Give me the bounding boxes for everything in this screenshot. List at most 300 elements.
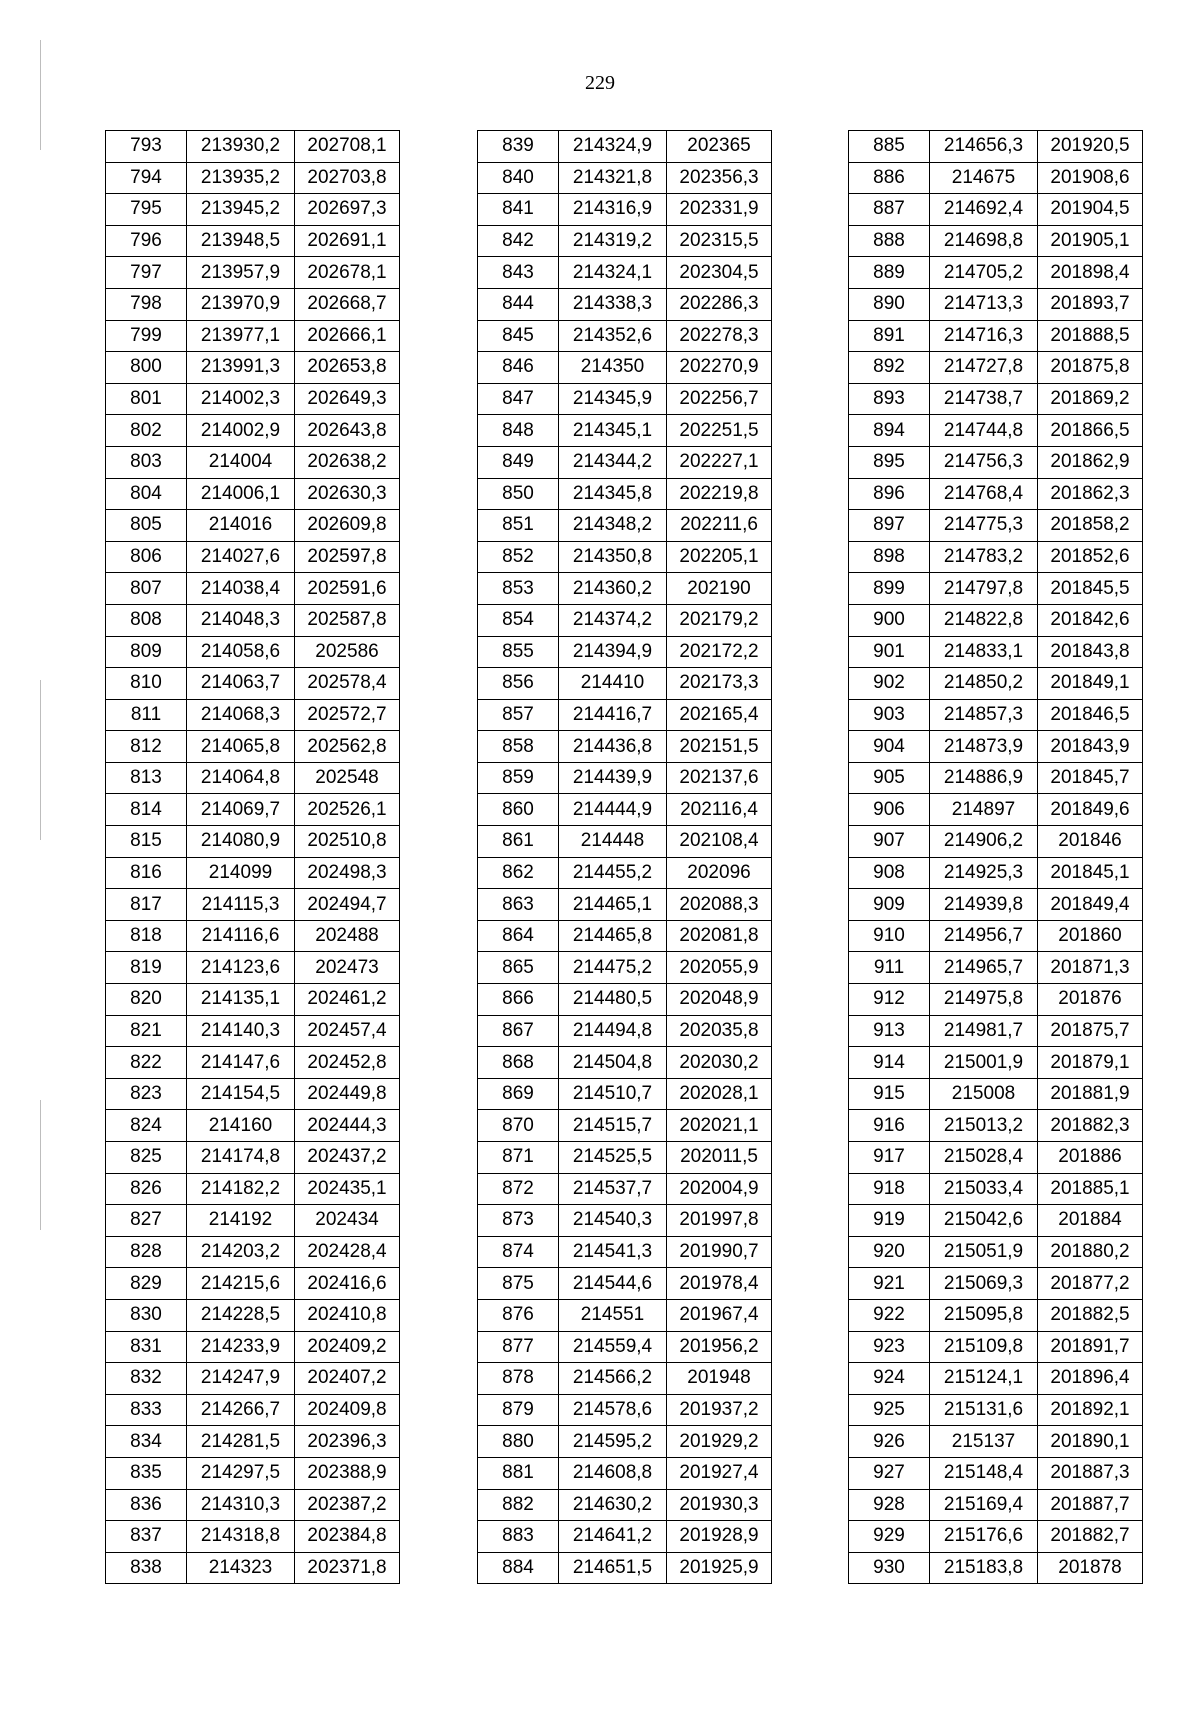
x-coordinate-cell: 214345,1 <box>559 415 667 447</box>
table-row <box>106 1205 400 1237</box>
x-coordinate-cell: 214027,6 <box>187 541 295 573</box>
x-coordinate-cell: 214455,2 <box>559 857 667 889</box>
point-number-cell: 843 <box>478 257 559 289</box>
y-coordinate-cell: 202030,2 <box>667 1047 772 1079</box>
x-coordinate-cell: 214154,5 <box>187 1078 295 1110</box>
y-coordinate-cell: 201928,9 <box>667 1521 772 1553</box>
y-coordinate-cell: 201852,6 <box>1038 541 1143 573</box>
y-coordinate-cell: 201888,5 <box>1038 320 1143 352</box>
x-coordinate-cell: 214069,7 <box>187 794 295 826</box>
y-coordinate-cell: 202630,3 <box>295 478 400 510</box>
y-coordinate-cell: 202435,1 <box>295 1173 400 1205</box>
point-number-cell: 899 <box>849 573 930 605</box>
table-row <box>478 857 772 889</box>
table-row <box>849 1426 1143 1458</box>
point-number-cell: 848 <box>478 415 559 447</box>
x-coordinate-cell: 214448 <box>559 826 667 858</box>
table-row <box>106 1142 400 1174</box>
table-row <box>849 762 1143 794</box>
y-coordinate-cell: 201887,3 <box>1038 1457 1143 1489</box>
x-coordinate-cell: 214566,2 <box>559 1363 667 1395</box>
point-number-cell: 877 <box>478 1331 559 1363</box>
table-row <box>849 1047 1143 1079</box>
x-coordinate-cell: 215169,4 <box>930 1489 1038 1521</box>
x-coordinate-cell: 214338,3 <box>559 288 667 320</box>
x-coordinate-cell: 214203,2 <box>187 1236 295 1268</box>
x-coordinate-cell: 213991,3 <box>187 352 295 384</box>
point-number-cell: 867 <box>478 1015 559 1047</box>
y-coordinate-cell: 201875,7 <box>1038 1015 1143 1047</box>
table-row <box>849 1110 1143 1142</box>
point-number-cell: 902 <box>849 668 930 700</box>
coordinates-table-left <box>105 130 400 1584</box>
table-row <box>106 794 400 826</box>
x-coordinate-cell: 215109,8 <box>930 1331 1038 1363</box>
table-row <box>849 257 1143 289</box>
y-coordinate-cell: 201997,8 <box>667 1205 772 1237</box>
y-coordinate-cell: 201904,5 <box>1038 194 1143 226</box>
x-coordinate-cell: 214016 <box>187 510 295 542</box>
point-number-cell: 834 <box>106 1426 187 1458</box>
x-coordinate-cell: 214115,3 <box>187 889 295 921</box>
x-coordinate-cell: 213945,2 <box>187 194 295 226</box>
table-row <box>849 225 1143 257</box>
point-number-cell: 858 <box>478 731 559 763</box>
y-coordinate-cell: 202510,8 <box>295 826 400 858</box>
x-coordinate-cell: 214738,7 <box>930 383 1038 415</box>
x-coordinate-cell: 214192 <box>187 1205 295 1237</box>
point-number-cell: 808 <box>106 604 187 636</box>
table-row <box>849 352 1143 384</box>
x-coordinate-cell: 214416,7 <box>559 699 667 731</box>
point-number-cell: 854 <box>478 604 559 636</box>
point-number-cell: 912 <box>849 984 930 1016</box>
table-row <box>849 1394 1143 1426</box>
table-row <box>849 604 1143 636</box>
y-coordinate-cell: 201898,4 <box>1038 257 1143 289</box>
x-coordinate-cell: 214465,8 <box>559 920 667 952</box>
point-number-cell: 796 <box>106 225 187 257</box>
table-row <box>106 1047 400 1079</box>
point-number-cell: 860 <box>478 794 559 826</box>
y-coordinate-cell: 201880,2 <box>1038 1236 1143 1268</box>
table-row <box>849 731 1143 763</box>
point-number-cell: 825 <box>106 1142 187 1174</box>
y-coordinate-cell: 202011,5 <box>667 1142 772 1174</box>
x-coordinate-cell: 214080,9 <box>187 826 295 858</box>
table-row <box>849 415 1143 447</box>
y-coordinate-cell: 202172,2 <box>667 636 772 668</box>
y-coordinate-cell: 202088,3 <box>667 889 772 921</box>
y-coordinate-cell: 201881,9 <box>1038 1078 1143 1110</box>
scan-margin-mark <box>40 40 41 150</box>
point-number-cell: 862 <box>478 857 559 889</box>
point-number-cell: 830 <box>106 1299 187 1331</box>
table-row <box>478 920 772 952</box>
table-row <box>478 1015 772 1047</box>
table-row <box>478 984 772 1016</box>
point-number-cell: 836 <box>106 1489 187 1521</box>
y-coordinate-cell: 201849,4 <box>1038 889 1143 921</box>
table-body <box>106 131 400 1584</box>
point-number-cell: 844 <box>478 288 559 320</box>
y-coordinate-cell: 201878 <box>1038 1552 1143 1584</box>
table-row <box>478 510 772 542</box>
table-row <box>478 1394 772 1426</box>
table-row <box>106 510 400 542</box>
x-coordinate-cell: 214006,1 <box>187 478 295 510</box>
y-coordinate-cell: 202572,7 <box>295 699 400 731</box>
x-coordinate-cell: 214324,9 <box>559 131 667 163</box>
y-coordinate-cell: 202108,4 <box>667 826 772 858</box>
table-row <box>478 826 772 858</box>
point-number-cell: 827 <box>106 1205 187 1237</box>
y-coordinate-cell: 201956,2 <box>667 1331 772 1363</box>
table-row <box>106 257 400 289</box>
x-coordinate-cell: 215051,9 <box>930 1236 1038 1268</box>
x-coordinate-cell: 214925,3 <box>930 857 1038 889</box>
y-coordinate-cell: 202137,6 <box>667 762 772 794</box>
point-number-cell: 925 <box>849 1394 930 1426</box>
y-coordinate-cell: 202173,3 <box>667 668 772 700</box>
point-number-cell: 917 <box>849 1142 930 1174</box>
y-coordinate-cell: 202444,3 <box>295 1110 400 1142</box>
x-coordinate-cell: 213930,2 <box>187 131 295 163</box>
point-number-cell: 794 <box>106 162 187 194</box>
x-coordinate-cell: 214182,2 <box>187 1173 295 1205</box>
table-row <box>106 225 400 257</box>
point-number-cell: 919 <box>849 1205 930 1237</box>
point-number-cell: 816 <box>106 857 187 889</box>
point-number-cell: 815 <box>106 826 187 858</box>
point-number-cell: 805 <box>106 510 187 542</box>
point-number-cell: 807 <box>106 573 187 605</box>
y-coordinate-cell: 202315,5 <box>667 225 772 257</box>
x-coordinate-cell: 214123,6 <box>187 952 295 984</box>
point-number-cell: 835 <box>106 1457 187 1489</box>
y-coordinate-cell: 201879,1 <box>1038 1047 1143 1079</box>
y-coordinate-cell: 202227,1 <box>667 446 772 478</box>
point-number-cell: 923 <box>849 1331 930 1363</box>
table-row <box>478 1110 772 1142</box>
y-coordinate-cell: 202643,8 <box>295 415 400 447</box>
x-coordinate-cell: 214475,2 <box>559 952 667 984</box>
table-row <box>478 257 772 289</box>
table-row <box>478 194 772 226</box>
point-number-cell: 866 <box>478 984 559 1016</box>
table-row <box>849 1331 1143 1363</box>
x-coordinate-cell: 214063,7 <box>187 668 295 700</box>
table-row <box>849 920 1143 952</box>
y-coordinate-cell: 202251,5 <box>667 415 772 447</box>
y-coordinate-cell: 202587,8 <box>295 604 400 636</box>
x-coordinate-cell: 214345,8 <box>559 478 667 510</box>
point-number-cell: 846 <box>478 352 559 384</box>
y-coordinate-cell: 202004,9 <box>667 1173 772 1205</box>
table-row <box>478 131 772 163</box>
scan-margin-mark <box>40 680 41 840</box>
y-coordinate-cell: 201866,5 <box>1038 415 1143 447</box>
table-row <box>106 1173 400 1205</box>
table-row <box>478 1363 772 1395</box>
point-number-cell: 915 <box>849 1078 930 1110</box>
y-coordinate-cell: 201920,5 <box>1038 131 1143 163</box>
y-coordinate-cell: 202165,4 <box>667 699 772 731</box>
table-row <box>106 383 400 415</box>
y-coordinate-cell: 202452,8 <box>295 1047 400 1079</box>
table-row <box>849 952 1143 984</box>
x-coordinate-cell: 214656,3 <box>930 131 1038 163</box>
x-coordinate-cell: 214099 <box>187 857 295 889</box>
point-number-cell: 817 <box>106 889 187 921</box>
point-number-cell: 840 <box>478 162 559 194</box>
x-coordinate-cell: 214494,8 <box>559 1015 667 1047</box>
table-row <box>849 794 1143 826</box>
table-row <box>478 320 772 352</box>
x-coordinate-cell: 214065,8 <box>187 731 295 763</box>
x-coordinate-cell: 214002,3 <box>187 383 295 415</box>
table-row <box>849 1268 1143 1300</box>
x-coordinate-cell: 214544,6 <box>559 1268 667 1300</box>
table-row <box>106 1299 400 1331</box>
x-coordinate-cell: 214965,7 <box>930 952 1038 984</box>
x-coordinate-cell: 215095,8 <box>930 1299 1038 1331</box>
point-number-cell: 928 <box>849 1489 930 1521</box>
point-number-cell: 801 <box>106 383 187 415</box>
point-number-cell: 821 <box>106 1015 187 1047</box>
point-number-cell: 884 <box>478 1552 559 1584</box>
table-row <box>478 731 772 763</box>
table-row <box>478 288 772 320</box>
x-coordinate-cell: 215008 <box>930 1078 1038 1110</box>
y-coordinate-cell: 201891,7 <box>1038 1331 1143 1363</box>
point-number-cell: 897 <box>849 510 930 542</box>
x-coordinate-cell: 215131,6 <box>930 1394 1038 1426</box>
y-coordinate-cell: 201929,2 <box>667 1426 772 1458</box>
table-row <box>478 1047 772 1079</box>
y-coordinate-cell: 202205,1 <box>667 541 772 573</box>
y-coordinate-cell: 202473 <box>295 952 400 984</box>
point-number-cell: 918 <box>849 1173 930 1205</box>
point-number-cell: 894 <box>849 415 930 447</box>
point-number-cell: 885 <box>849 131 930 163</box>
y-coordinate-cell: 202048,9 <box>667 984 772 1016</box>
y-coordinate-cell: 202356,3 <box>667 162 772 194</box>
x-coordinate-cell: 214705,2 <box>930 257 1038 289</box>
x-coordinate-cell: 215183,8 <box>930 1552 1038 1584</box>
x-coordinate-cell: 214374,2 <box>559 604 667 636</box>
y-coordinate-cell: 202388,9 <box>295 1457 400 1489</box>
x-coordinate-cell: 214135,1 <box>187 984 295 1016</box>
point-number-cell: 891 <box>849 320 930 352</box>
point-number-cell: 812 <box>106 731 187 763</box>
table-row <box>849 1078 1143 1110</box>
x-coordinate-cell: 214038,4 <box>187 573 295 605</box>
y-coordinate-cell: 201990,7 <box>667 1236 772 1268</box>
table-row <box>478 762 772 794</box>
point-number-cell: 904 <box>849 731 930 763</box>
point-number-cell: 869 <box>478 1078 559 1110</box>
table-row <box>106 1363 400 1395</box>
point-number-cell: 873 <box>478 1205 559 1237</box>
y-coordinate-cell: 202211,6 <box>667 510 772 542</box>
y-coordinate-cell: 202384,8 <box>295 1521 400 1553</box>
y-coordinate-cell: 201967,4 <box>667 1299 772 1331</box>
table-row <box>849 383 1143 415</box>
point-number-cell: 883 <box>478 1521 559 1553</box>
y-coordinate-cell: 202396,3 <box>295 1426 400 1458</box>
y-coordinate-cell: 202708,1 <box>295 131 400 163</box>
table-row <box>106 573 400 605</box>
table-row <box>849 1489 1143 1521</box>
y-coordinate-cell: 201978,4 <box>667 1268 772 1300</box>
y-coordinate-cell: 201849,1 <box>1038 668 1143 700</box>
x-coordinate-cell: 214360,2 <box>559 573 667 605</box>
table-row <box>849 1205 1143 1237</box>
x-coordinate-cell: 214768,4 <box>930 478 1038 510</box>
table-row <box>106 636 400 668</box>
x-coordinate-cell: 214004 <box>187 446 295 478</box>
y-coordinate-cell: 201896,4 <box>1038 1363 1143 1395</box>
table-row <box>106 1394 400 1426</box>
y-coordinate-cell: 202494,7 <box>295 889 400 921</box>
table-row <box>849 1457 1143 1489</box>
point-number-cell: 795 <box>106 194 187 226</box>
x-coordinate-cell: 214348,2 <box>559 510 667 542</box>
point-number-cell: 833 <box>106 1394 187 1426</box>
table-row <box>106 288 400 320</box>
x-coordinate-cell: 214897 <box>930 794 1038 826</box>
table-row <box>478 636 772 668</box>
point-number-cell: 879 <box>478 1394 559 1426</box>
x-coordinate-cell: 214321,8 <box>559 162 667 194</box>
x-coordinate-cell: 214906,2 <box>930 826 1038 858</box>
table-row <box>849 984 1143 1016</box>
point-number-cell: 929 <box>849 1521 930 1553</box>
table-row <box>106 668 400 700</box>
x-coordinate-cell: 214630,2 <box>559 1489 667 1521</box>
x-coordinate-cell: 213935,2 <box>187 162 295 194</box>
point-number-cell: 871 <box>478 1142 559 1174</box>
y-coordinate-cell: 202609,8 <box>295 510 400 542</box>
point-number-cell: 861 <box>478 826 559 858</box>
point-number-cell: 811 <box>106 699 187 731</box>
y-coordinate-cell: 202488 <box>295 920 400 952</box>
page-number: 229 <box>585 72 615 94</box>
table-row <box>106 762 400 794</box>
x-coordinate-cell: 215013,2 <box>930 1110 1038 1142</box>
table-row <box>478 1426 772 1458</box>
point-number-cell: 819 <box>106 952 187 984</box>
y-coordinate-cell: 201877,2 <box>1038 1268 1143 1300</box>
x-coordinate-cell: 214174,8 <box>187 1142 295 1174</box>
x-coordinate-cell: 214641,2 <box>559 1521 667 1553</box>
y-coordinate-cell: 202387,2 <box>295 1489 400 1521</box>
table-row <box>106 352 400 384</box>
x-coordinate-cell: 214233,9 <box>187 1331 295 1363</box>
point-number-cell: 829 <box>106 1268 187 1300</box>
x-coordinate-cell: 213957,9 <box>187 257 295 289</box>
point-number-cell: 832 <box>106 1363 187 1395</box>
y-coordinate-cell: 201890,1 <box>1038 1426 1143 1458</box>
y-coordinate-cell: 201862,3 <box>1038 478 1143 510</box>
x-coordinate-cell: 214147,6 <box>187 1047 295 1079</box>
x-coordinate-cell: 214975,8 <box>930 984 1038 1016</box>
point-number-cell: 824 <box>106 1110 187 1142</box>
table-row <box>478 162 772 194</box>
x-coordinate-cell: 214002,9 <box>187 415 295 447</box>
table-row <box>106 1236 400 1268</box>
x-coordinate-cell: 215137 <box>930 1426 1038 1458</box>
point-number-cell: 909 <box>849 889 930 921</box>
table-row <box>478 1078 772 1110</box>
table-row <box>849 636 1143 668</box>
x-coordinate-cell: 214510,7 <box>559 1078 667 1110</box>
point-number-cell: 856 <box>478 668 559 700</box>
y-coordinate-cell: 201882,7 <box>1038 1521 1143 1553</box>
y-coordinate-cell: 202638,2 <box>295 446 400 478</box>
y-coordinate-cell: 202021,1 <box>667 1110 772 1142</box>
x-coordinate-cell: 214316,9 <box>559 194 667 226</box>
point-number-cell: 847 <box>478 383 559 415</box>
y-coordinate-cell: 201908,6 <box>1038 162 1143 194</box>
table-row <box>849 1363 1143 1395</box>
x-coordinate-cell: 214436,8 <box>559 731 667 763</box>
x-coordinate-cell: 214048,3 <box>187 604 295 636</box>
x-coordinate-cell: 214559,4 <box>559 1331 667 1363</box>
point-number-cell: 853 <box>478 573 559 605</box>
point-number-cell: 898 <box>849 541 930 573</box>
y-coordinate-cell: 201887,7 <box>1038 1489 1143 1521</box>
point-number-cell: 887 <box>849 194 930 226</box>
table-row <box>106 920 400 952</box>
table-row <box>478 794 772 826</box>
table-row <box>849 320 1143 352</box>
table-row <box>478 415 772 447</box>
table-row <box>106 541 400 573</box>
y-coordinate-cell: 202410,8 <box>295 1299 400 1331</box>
point-number-cell: 806 <box>106 541 187 573</box>
table-row <box>849 857 1143 889</box>
point-number-cell: 857 <box>478 699 559 731</box>
point-number-cell: 793 <box>106 131 187 163</box>
table-row <box>849 478 1143 510</box>
point-number-cell: 890 <box>849 288 930 320</box>
x-coordinate-cell: 214716,3 <box>930 320 1038 352</box>
table-row <box>478 1489 772 1521</box>
y-coordinate-cell: 201843,9 <box>1038 731 1143 763</box>
x-coordinate-cell: 213970,9 <box>187 288 295 320</box>
point-number-cell: 800 <box>106 352 187 384</box>
y-coordinate-cell: 202526,1 <box>295 794 400 826</box>
scan-margin-mark <box>40 1100 41 1230</box>
point-number-cell: 914 <box>849 1047 930 1079</box>
point-number-cell: 922 <box>849 1299 930 1331</box>
point-number-cell: 851 <box>478 510 559 542</box>
y-coordinate-cell: 201884 <box>1038 1205 1143 1237</box>
x-coordinate-cell: 213948,5 <box>187 225 295 257</box>
y-coordinate-cell: 202190 <box>667 573 772 605</box>
table-row <box>106 1552 400 1584</box>
y-coordinate-cell: 201948 <box>667 1363 772 1395</box>
point-number-cell: 881 <box>478 1457 559 1489</box>
x-coordinate-cell: 214058,6 <box>187 636 295 668</box>
y-coordinate-cell: 202578,4 <box>295 668 400 700</box>
table-row <box>849 1142 1143 1174</box>
y-coordinate-cell: 202649,3 <box>295 383 400 415</box>
y-coordinate-cell: 202278,3 <box>667 320 772 352</box>
y-coordinate-cell: 202371,8 <box>295 1552 400 1584</box>
